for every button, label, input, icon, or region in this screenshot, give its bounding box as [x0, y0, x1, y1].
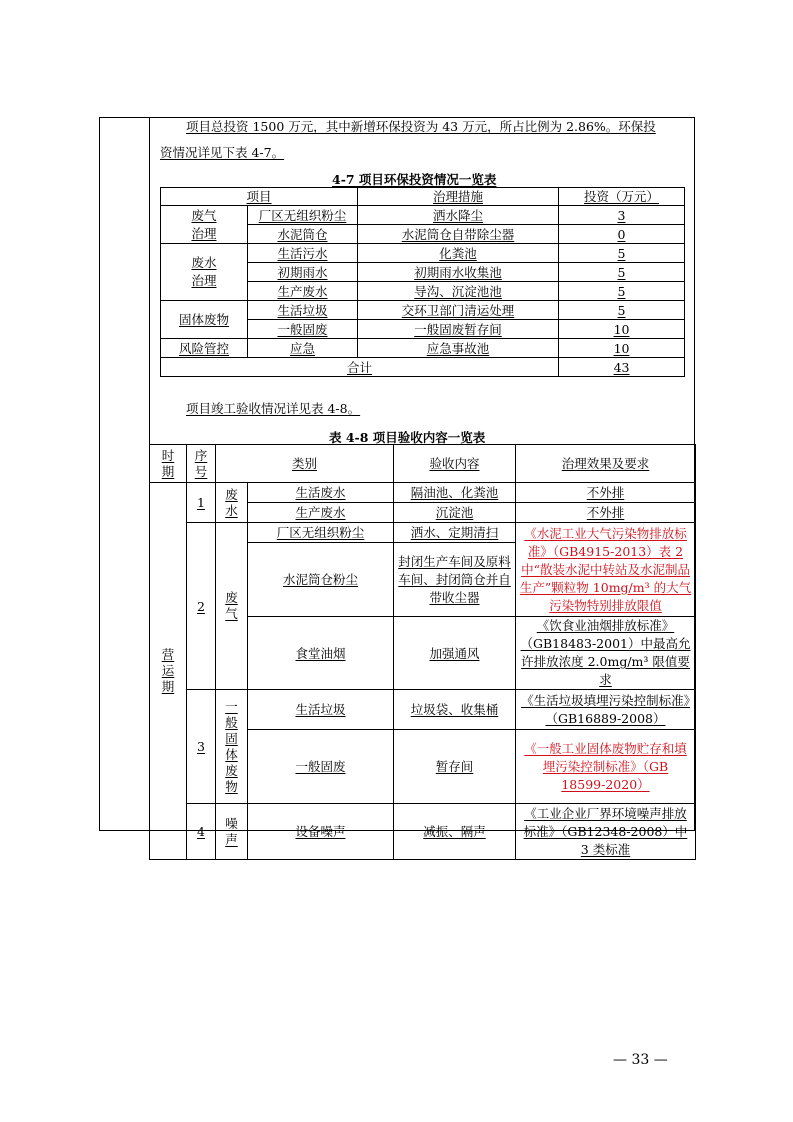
t48-content: 隔油池、化粪池 — [394, 483, 516, 503]
t48-header-content: 验收内容 — [394, 445, 516, 483]
t47-group-risk: 风险管控 — [161, 339, 248, 358]
t48-content: 垃圾袋、收集桶 — [394, 690, 516, 730]
t47-invest: 3 — [559, 206, 685, 225]
t48-category: 食堂油烟 — [248, 617, 394, 690]
t47-item: 初期雨水 — [248, 263, 358, 282]
t48-effect: 《饮食业油烟排放标准》（GB18483-2001）中最高允许排放浓度 2.0mg/m³ 限值要求 — [516, 617, 696, 690]
t47-measure: 应急事故池 — [358, 339, 559, 358]
t47-invest: 5 — [559, 263, 685, 282]
table-4-7 — [160, 187, 685, 377]
t48-header-seq: 序 号 — [187, 445, 216, 483]
t47-invest: 5 — [559, 301, 685, 320]
t47-measure: 洒水降尘 — [358, 206, 559, 225]
t48-content: 洒水、定期清扫 — [394, 523, 516, 543]
t47-measure: 水泥筒仓自带除尘器 — [358, 225, 559, 244]
t48-content: 沉淀池 — [394, 503, 516, 523]
t47-measure: 导沟、沉淀池池 — [358, 282, 559, 301]
t48-seq-3: 3 — [187, 690, 216, 804]
t47-invest: 0 — [559, 225, 685, 244]
t48-type-noise: 噪 声 — [216, 804, 248, 860]
t47-header-measure: 治理措施 — [358, 188, 559, 206]
t48-effect-cement-standard: 《水泥工业大气污染物排放标准》（GB4915-2013）表 2 中“散装水泥中转站及水泥制品生产”颗粒物 10mg/m³ 的大气污染物特别排放限值 — [516, 523, 696, 617]
t47-measure: 初期雨水收集池 — [358, 263, 559, 282]
t48-category: 生活废水 — [248, 483, 394, 503]
intro-line-1: 项目总投资 1500 万元，其中新增环保投资为 43 万元，所占比例为 2.86%。环保投 — [186, 119, 656, 134]
table47-caption: 4-7 项目环保投资情况一览表 — [332, 172, 497, 187]
t47-invest: 10 — [559, 339, 685, 358]
t47-total-value: 43 — [559, 358, 685, 377]
t47-item: 厂区无组织粉尘 — [248, 206, 358, 225]
t47-header-item: 项目 — [161, 188, 358, 206]
t48-effect: 不外排 — [516, 483, 696, 503]
t47-invest: 5 — [559, 282, 685, 301]
t47-invest: 5 — [559, 244, 685, 263]
t48-category: 生活垃圾 — [248, 690, 394, 730]
t47-item: 生活污水 — [248, 244, 358, 263]
table48-caption: 表 4-8 项目验收内容一览表 — [329, 430, 486, 445]
t48-seq-4: 4 — [187, 804, 216, 860]
t47-invest: 10 — [559, 320, 685, 339]
t48-header-effect: 治理效果及要求 — [516, 445, 696, 483]
t48-category: 厂区无组织粉尘 — [248, 523, 394, 543]
page-number: — 33 — — [613, 1052, 668, 1068]
t48-category: 设备噪声 — [248, 804, 394, 860]
t47-item: 应急 — [248, 339, 358, 358]
t48-type-water: 废 水 — [216, 483, 248, 523]
t47-group-waste-gas: 废气 治理 — [161, 206, 248, 244]
t48-seq-1: 1 — [187, 483, 216, 523]
t48-content: 封闭生产车间及原料车间、封闭筒仓并自带收尘器 — [394, 543, 516, 617]
t48-effect-solid-standard: 《一般工业固体废物贮存和填埋污染控制标准》（GB 18599-2020） — [516, 730, 696, 804]
t48-content: 加强通风 — [394, 617, 516, 690]
para2-text: 项目竣工验收情况详见表 4-8。 — [186, 401, 361, 416]
t48-category: 水泥筒仓粉尘 — [248, 543, 394, 617]
t47-measure: 一般固废暂存间 — [358, 320, 559, 339]
t48-type-solid: 一 般 固 体 废 物 — [216, 690, 248, 804]
t48-type-gas: 废 气 — [216, 523, 248, 690]
t48-category: 生产废水 — [248, 503, 394, 523]
t48-content: 减振、隔声 — [394, 804, 516, 860]
t47-header-invest: 投资（万元） — [559, 188, 685, 206]
t48-content: 暂存间 — [394, 730, 516, 804]
t47-item: 生产废水 — [248, 282, 358, 301]
t47-group-solid: 固体废物 — [161, 301, 248, 339]
t47-item: 水泥筒仓 — [248, 225, 358, 244]
t48-effect: 不外排 — [516, 503, 696, 523]
table-4-8 — [149, 444, 696, 860]
t48-seq-2: 2 — [187, 523, 216, 690]
t47-total-label: 合计 — [161, 358, 559, 377]
t47-item: 生活垃圾 — [248, 301, 358, 320]
t48-category: 一般固废 — [248, 730, 394, 804]
t47-item: 一般固废 — [248, 320, 358, 339]
t48-effect: 《生活垃圾填埋污染控制标准》（GB16889-2008） — [516, 690, 696, 730]
t47-measure: 交环卫部门清运处理 — [358, 301, 559, 320]
t48-effect: 《工业企业厂界环境噪声排放标准》（GB12348-2008）中 3 类标准 — [516, 804, 696, 860]
intro-paragraph — [160, 114, 690, 166]
intro-line-2: 资情况详见下表 4-7。 — [160, 145, 285, 160]
t47-measure: 化粪池 — [358, 244, 559, 263]
t48-header-period: 时 期 — [150, 445, 187, 483]
para2 — [160, 396, 690, 422]
t48-header-category: 类别 — [216, 445, 394, 483]
t47-group-waste-water: 废水 治理 — [161, 244, 248, 301]
t48-period: 营 运 期 — [150, 483, 187, 860]
